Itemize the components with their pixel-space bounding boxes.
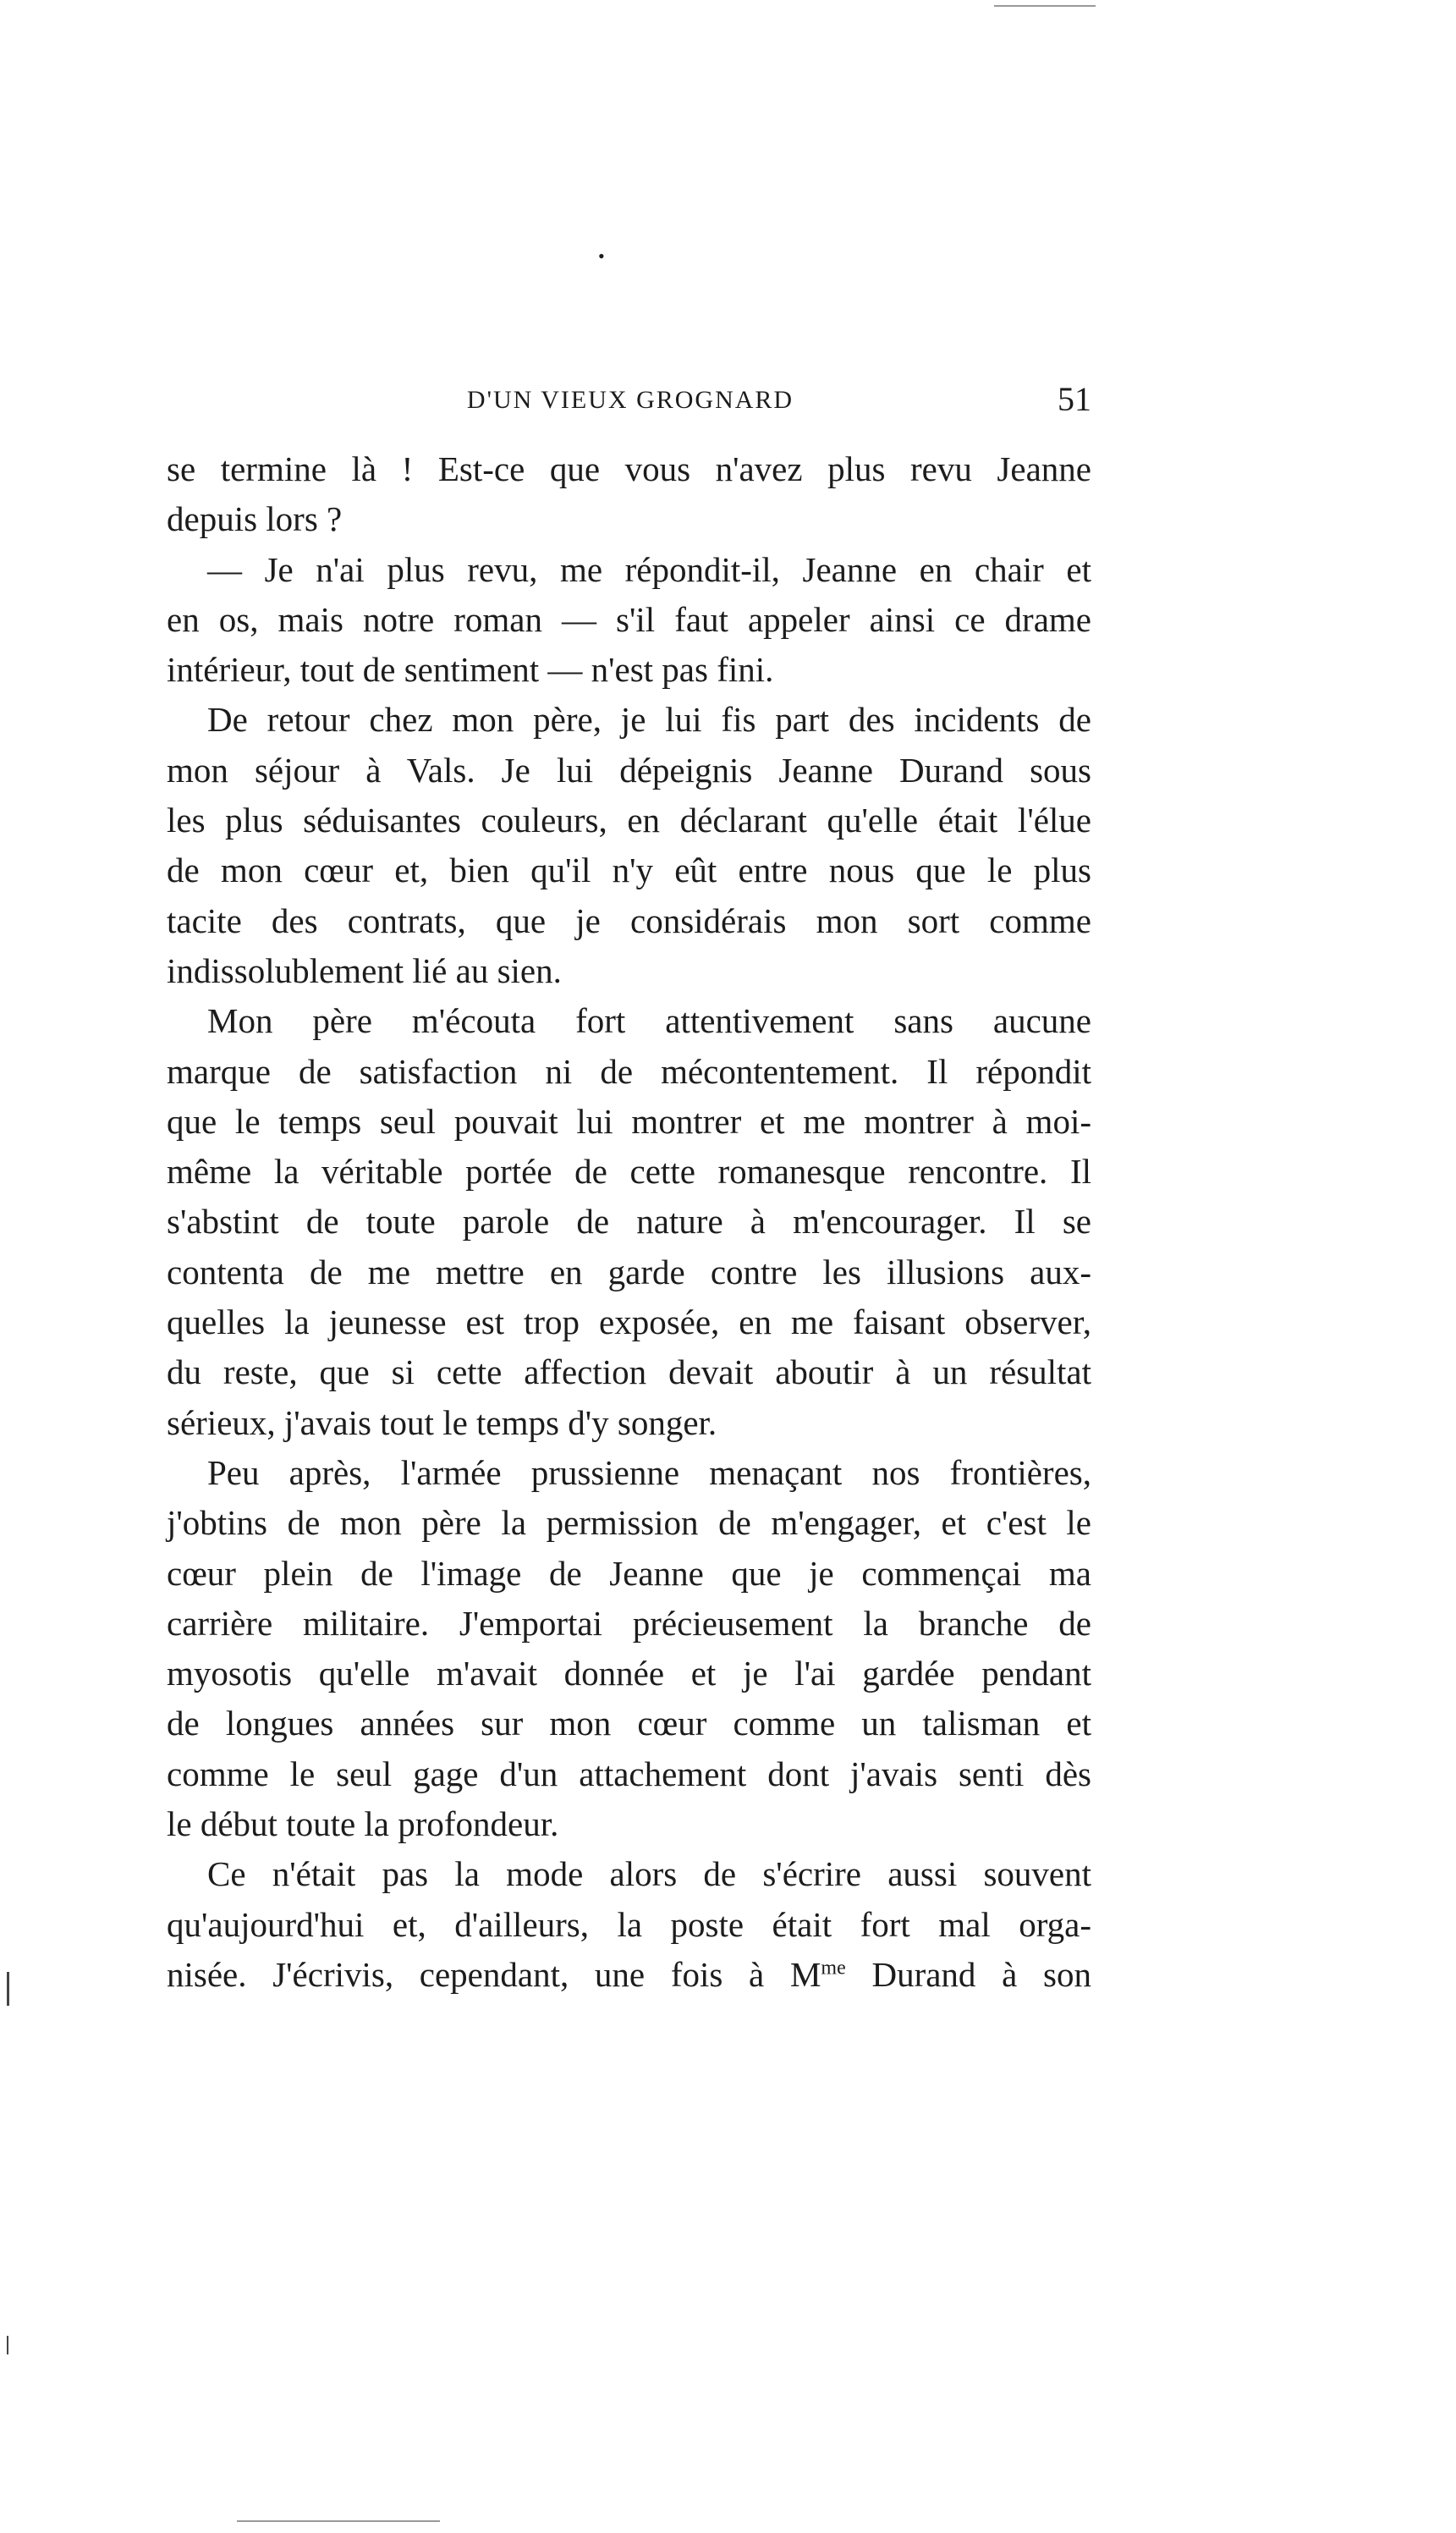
text-line: quelles la jeunesse est trop exposée, en me faisant observer, [167, 1302, 1091, 1342]
text-line: s'abstint de toute parole de nature à m'encourager. Il se [167, 1202, 1091, 1242]
ink-speck: • [598, 245, 605, 267]
body-text [167, 444, 1091, 2000]
text-line: mon séjour à Vals. Je lui dépeignis Jeanne Durand sous [167, 750, 1091, 790]
left-edge-mark-lower [7, 2336, 8, 2354]
scan-artifact-bottom [237, 2520, 440, 2522]
superscript-abbreviation: me [821, 1957, 846, 1980]
text-line: en os, mais notre roman — s'il faut appeler ainsi ce drame [167, 599, 1091, 639]
text-line: j'obtins de mon père la permission de m'engager, et c'est le [167, 1503, 1091, 1543]
text-line: tacite des contrats, que je considérais mon sort comme [167, 900, 1091, 940]
text-line: le début toute la profondeur. [167, 1804, 559, 1844]
text-line: même la véritable portée de cette romanesque rencontre. Il [167, 1152, 1091, 1192]
text-line: indissolublement lié au sien. [167, 950, 562, 990]
scan-artifact-top [994, 5, 1096, 7]
left-edge-mark [7, 1972, 9, 2006]
text-line: du reste, que si cette affection devait aboutir à un résultat [167, 1352, 1091, 1392]
text-line: Mon père m'écouta fort attentivement sans aucune [207, 1001, 1091, 1041]
text-line: myosotis qu'elle m'avait donnée et je l'ai gardée pendant [167, 1654, 1091, 1693]
text-line: carrière militaire. J'emportai précieusement la branche de [167, 1603, 1091, 1643]
text-line: depuis lors ? [167, 499, 343, 539]
text-line: comme le seul gage d'un attachement dont j'avais senti dès [167, 1754, 1091, 1793]
text-line: de mon cœur et, bien qu'il n'y eût entre nous que le plus [167, 851, 1091, 890]
running-head: D'UN VIEUX GROGNARD [466, 386, 794, 414]
text-line: se termine là ! Est-ce que vous n'avez plus revu Jeanne [167, 449, 1091, 488]
final-line-start: nisée. J'écrivis, cependant, une fois à M [167, 1954, 821, 1994]
final-line-end: Durand à son [845, 1954, 1091, 1994]
text-line: qu'aujourd'hui et, d'ailleurs, la poste était fort mal orga- [167, 1904, 1091, 1944]
text-line: Peu après, l'armée prussienne menaçant nos frontières, [207, 1452, 1091, 1492]
text-line: contenta de me mettre en garde contre les illusions aux- [167, 1252, 1091, 1291]
page-number: 51 [1058, 380, 1091, 418]
text-line-final [167, 1950, 1091, 2000]
text-line: — Je n'ai plus revu, me répondit-il, Jeanne en chair et [207, 549, 1091, 589]
text-line: marque de satisfaction ni de mécontentement. Il répondit [167, 1051, 1091, 1091]
text-line: sérieux, j'avais tout le temps d'y songer. [167, 1402, 717, 1442]
page-header [169, 379, 1091, 430]
text-line: Ce n'était pas la mode alors de s'écrire aussi souvent [207, 1854, 1091, 1894]
text-line: que le temps seul pouvait lui montrer et me montrer à moi- [167, 1101, 1091, 1141]
text-line: intérieur, tout de sentiment — n'est pas fini. [167, 650, 774, 690]
text-line: les plus séduisantes couleurs, en déclarant qu'elle était l'élue [167, 801, 1091, 840]
text-line: de longues années sur mon cœur comme un talisman et [167, 1704, 1091, 1743]
text-line: De retour chez mon père, je lui fis part des incidents de [207, 700, 1091, 740]
text-line: cœur plein de l'image de Jeanne que je commençai ma [167, 1553, 1091, 1593]
